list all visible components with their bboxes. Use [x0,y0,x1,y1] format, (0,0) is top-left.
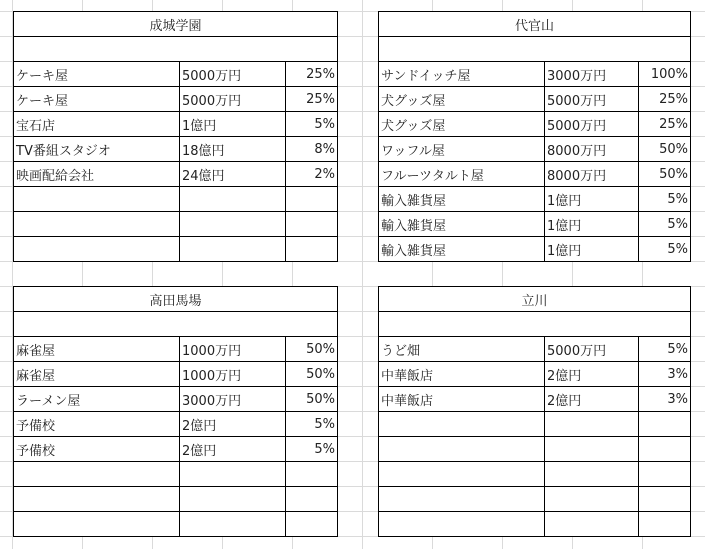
percent-cell[interactable] [639,462,691,487]
percent-cell[interactable] [286,487,338,512]
table-row [379,137,691,162]
percent-cell[interactable] [286,237,338,262]
price-cell[interactable] [180,512,286,537]
percent-cell[interactable]: 5% [286,412,338,437]
panel-title[interactable]: 成城学園 [14,12,338,37]
shop-cell[interactable]: 中華飯店 [379,362,545,387]
price-cell[interactable] [545,412,639,437]
percent-cell[interactable]: 5% [286,112,338,137]
table-row [14,162,338,187]
percent-cell[interactable]: 25% [286,87,338,112]
percent-cell[interactable]: 50% [286,387,338,412]
price-cell[interactable]: 24億円 [180,162,286,187]
price-cell[interactable]: 1億円 [545,212,639,237]
shop-cell[interactable]: 麻雀屋 [14,337,180,362]
percent-cell[interactable]: 8% [286,137,338,162]
percent-cell[interactable] [286,212,338,237]
table-row [379,362,691,387]
table-row [379,487,691,512]
table-row [14,187,338,212]
price-cell[interactable]: 1億円 [545,187,639,212]
table-row [14,462,338,487]
shop-cell[interactable] [379,412,545,437]
percent-cell[interactable] [286,512,338,537]
table-row [14,237,338,262]
shop-cell[interactable] [379,487,545,512]
percent-cell[interactable] [639,412,691,437]
price-cell[interactable]: 3000万円 [180,387,286,412]
price-cell[interactable] [545,512,639,537]
shop-cell[interactable]: フルーツタルト屋 [379,162,545,187]
shop-cell[interactable]: 犬グッズ屋 [379,112,545,137]
shop-cell[interactable] [379,437,545,462]
percent-cell[interactable]: 100% [639,62,691,87]
table-row [379,87,691,112]
price-cell[interactable] [180,237,286,262]
table-row [379,412,691,437]
shop-cell[interactable] [14,187,180,212]
percent-cell[interactable] [639,487,691,512]
table-row [379,512,691,537]
panel-takadanobaba [13,286,338,537]
panel-title[interactable]: 立川 [379,287,691,312]
table-row [14,137,338,162]
table-row [379,187,691,212]
percent-cell[interactable] [639,437,691,462]
price-cell[interactable] [180,212,286,237]
panel-title[interactable]: 代官山 [379,12,691,37]
price-cell[interactable]: 5000万円 [545,112,639,137]
empty-cell[interactable] [379,37,691,62]
table-row [14,337,338,362]
percent-cell[interactable]: 5% [286,437,338,462]
table-row [14,87,338,112]
percent-cell[interactable]: 5% [639,212,691,237]
percent-cell[interactable]: 3% [639,362,691,387]
table-row [379,437,691,462]
panel-daikanyama [378,11,691,262]
price-cell[interactable] [545,487,639,512]
table-row [379,462,691,487]
percent-cell[interactable]: 5% [639,187,691,212]
shop-cell[interactable]: 輸入雑貨屋 [379,187,545,212]
shop-cell[interactable] [14,487,180,512]
panel-seijogakuen [13,11,338,262]
shop-cell[interactable]: TV番組スタジオ [14,137,180,162]
shop-cell[interactable]: 宝石店 [14,112,180,137]
shop-cell[interactable]: 予備校 [14,412,180,437]
percent-cell[interactable]: 50% [286,337,338,362]
shop-cell[interactable]: 輸入雑貨屋 [379,212,545,237]
price-cell[interactable]: 5000万円 [180,87,286,112]
shop-cell[interactable]: 中華飯店 [379,387,545,412]
price-cell[interactable]: 8000万円 [545,137,639,162]
price-cell[interactable]: 8000万円 [545,162,639,187]
price-cell[interactable]: 1000万円 [180,362,286,387]
percent-cell[interactable]: 5% [639,337,691,362]
percent-cell[interactable]: 50% [286,362,338,387]
percent-cell[interactable]: 50% [639,162,691,187]
table-row [379,387,691,412]
price-cell[interactable] [180,462,286,487]
table-row [14,487,338,512]
table-row [14,512,338,537]
price-cell[interactable]: 5000万円 [545,337,639,362]
price-cell[interactable]: 5000万円 [545,87,639,112]
table-row [14,62,338,87]
shop-cell[interactable]: ワッフル屋 [379,137,545,162]
table-row [14,387,338,412]
panel-title[interactable]: 高田馬場 [14,287,338,312]
table-row [379,237,691,262]
shop-cell[interactable]: 輸入雑貨屋 [379,237,545,262]
empty-cell[interactable] [14,37,338,62]
price-cell[interactable] [545,462,639,487]
price-cell[interactable]: 2億円 [545,387,639,412]
table-row [379,112,691,137]
panel-tachikawa [378,286,691,537]
percent-cell[interactable] [286,462,338,487]
price-cell[interactable]: 1億円 [180,112,286,137]
shop-cell[interactable] [14,512,180,537]
price-cell[interactable]: 18億円 [180,137,286,162]
percent-cell[interactable]: 2% [286,162,338,187]
table-row [14,412,338,437]
percent-cell[interactable]: 25% [639,87,691,112]
table-row [379,62,691,87]
shop-cell[interactable]: ラーメン屋 [14,387,180,412]
shop-cell[interactable]: サンドイッチ屋 [379,62,545,87]
shop-cell[interactable] [379,512,545,537]
empty-cell[interactable] [379,312,691,337]
price-cell[interactable]: 3000万円 [545,62,639,87]
percent-cell[interactable]: 5% [639,237,691,262]
shop-cell[interactable] [379,462,545,487]
price-cell[interactable]: 2億円 [180,412,286,437]
shop-cell[interactable]: ケーキ屋 [14,62,180,87]
shop-cell[interactable] [14,462,180,487]
price-cell[interactable]: 1000万円 [180,337,286,362]
percent-cell[interactable]: 25% [639,112,691,137]
table-row [379,337,691,362]
price-cell[interactable]: 2億円 [180,437,286,462]
percent-cell[interactable]: 3% [639,387,691,412]
table-row [14,437,338,462]
table-row [379,212,691,237]
shop-cell[interactable]: うど畑 [379,337,545,362]
price-cell[interactable]: 5000万円 [180,62,286,87]
shop-cell[interactable] [14,212,180,237]
percent-cell[interactable]: 50% [639,137,691,162]
table-row [14,212,338,237]
price-cell[interactable]: 1億円 [545,237,639,262]
table-row [14,362,338,387]
shop-cell[interactable]: 麻雀屋 [14,362,180,387]
shop-cell[interactable]: 予備校 [14,437,180,462]
percent-cell[interactable] [286,187,338,212]
percent-cell[interactable] [639,512,691,537]
price-cell[interactable] [180,487,286,512]
shop-cell[interactable]: 映画配給会社 [14,162,180,187]
table-row [14,112,338,137]
shop-cell[interactable]: ケーキ屋 [14,87,180,112]
shop-cell[interactable]: 犬グッズ屋 [379,87,545,112]
empty-cell[interactable] [14,312,338,337]
percent-cell[interactable]: 25% [286,62,338,87]
table-row [379,162,691,187]
shop-cell[interactable] [14,237,180,262]
price-cell[interactable] [180,187,286,212]
price-cell[interactable] [545,437,639,462]
price-cell[interactable]: 2億円 [545,362,639,387]
